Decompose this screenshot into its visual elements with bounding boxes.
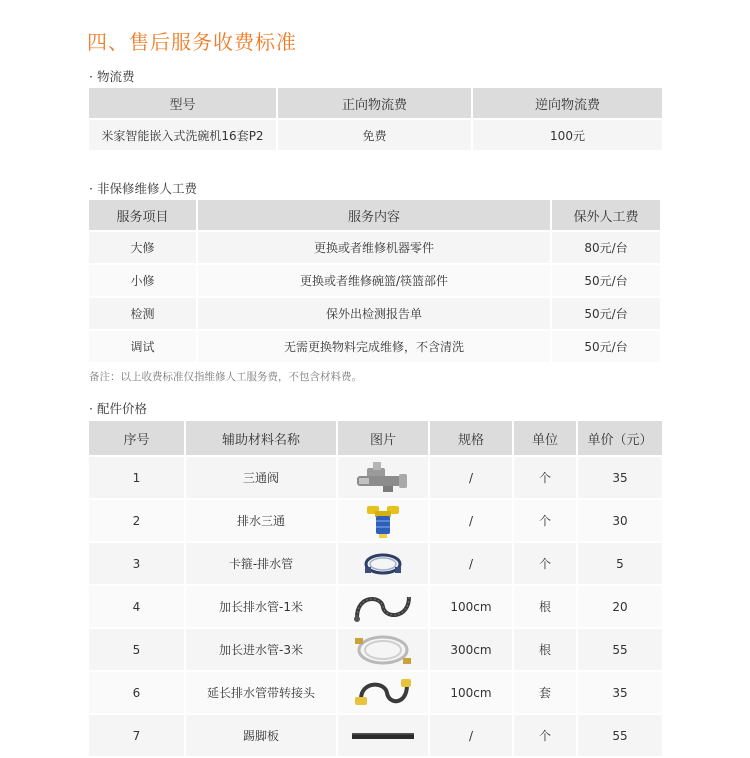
kickboard-icon — [350, 729, 416, 743]
table-cell: 50元/台 — [552, 265, 660, 296]
table-row — [89, 331, 660, 362]
table-cell — [338, 586, 428, 627]
labor-table — [87, 198, 662, 364]
parts-table — [87, 419, 664, 758]
table-cell: 100元 — [473, 120, 662, 150]
table-header-row — [89, 421, 662, 455]
table-row — [89, 629, 662, 670]
table-cell: / — [430, 543, 512, 584]
table-cell: 20 — [578, 586, 662, 627]
labor-note: 备注：以上收费标准仅指维修人工服务费，不包含材料费。 — [89, 371, 362, 383]
table-cell: 踢脚板 — [186, 715, 336, 756]
table-cell: 300cm — [430, 629, 512, 670]
table-cell: 100cm — [430, 586, 512, 627]
table-cell: 1 — [89, 457, 184, 498]
table-cell: 50元/台 — [552, 298, 660, 329]
table-cell: 调试 — [89, 331, 196, 362]
table-cell: 个 — [514, 500, 576, 541]
table-cell — [338, 715, 428, 756]
table-cell: 个 — [514, 457, 576, 498]
table-row — [89, 457, 662, 498]
table-header-row — [89, 200, 660, 230]
table-cell: 4 — [89, 586, 184, 627]
column-header: 单价（元） — [578, 421, 662, 455]
table-cell: 2 — [89, 500, 184, 541]
table-cell: 5 — [89, 629, 184, 670]
page-title: 四、售后服务收费标准 — [87, 30, 297, 54]
table-cell: 个 — [514, 715, 576, 756]
table-cell: 更换或者维修碗篮/筷篮部件 — [198, 265, 550, 296]
table-cell: 根 — [514, 586, 576, 627]
logistics-table — [87, 86, 664, 152]
extension-hose-icon — [351, 675, 415, 711]
table-cell — [338, 543, 428, 584]
column-header: 规格 — [430, 421, 512, 455]
table-row — [89, 120, 662, 150]
inlet-hose-icon — [351, 632, 415, 668]
table-cell: 根 — [514, 629, 576, 670]
column-header: 辅助材料名称 — [186, 421, 336, 455]
column-header: 正向物流费 — [278, 88, 471, 118]
table-cell: 米家智能嵌入式洗碗机16套P2 — [89, 120, 276, 150]
table-cell: / — [430, 500, 512, 541]
table-cell: 免费 — [278, 120, 471, 150]
table-row — [89, 265, 660, 296]
column-header: 逆向物流费 — [473, 88, 662, 118]
column-header: 图片 — [338, 421, 428, 455]
table-cell: 55 — [578, 715, 662, 756]
table-cell: 35 — [578, 457, 662, 498]
table-row — [89, 298, 660, 329]
table-cell: 大修 — [89, 232, 196, 263]
hose-clamp-icon — [359, 549, 407, 579]
table-cell — [338, 500, 428, 541]
table-cell: 小修 — [89, 265, 196, 296]
table-cell — [338, 672, 428, 713]
table-cell: 5 — [578, 543, 662, 584]
table-row — [89, 232, 660, 263]
table-cell: / — [430, 457, 512, 498]
table-cell: 检测 — [89, 298, 196, 329]
table-cell: 更换或者维修机器零件 — [198, 232, 550, 263]
table-cell: 个 — [514, 543, 576, 584]
table-row — [89, 715, 662, 756]
table-cell: 加长排水管-1米 — [186, 586, 336, 627]
table-cell: 6 — [89, 672, 184, 713]
table-cell: / — [430, 715, 512, 756]
drain-hose-icon — [351, 589, 415, 625]
table-cell — [338, 457, 428, 498]
table-cell: 无需更换物料完成维修，不含清洗 — [198, 331, 550, 362]
table-cell — [338, 629, 428, 670]
table-cell: 35 — [578, 672, 662, 713]
column-header: 序号 — [89, 421, 184, 455]
table-row — [89, 586, 662, 627]
table-cell: 80元/台 — [552, 232, 660, 263]
column-header: 保外人工费 — [552, 200, 660, 230]
table-cell: 3 — [89, 543, 184, 584]
table-cell: 55 — [578, 629, 662, 670]
table-row — [89, 543, 662, 584]
column-header: 服务内容 — [198, 200, 550, 230]
table-cell: 加长进水管-3米 — [186, 629, 336, 670]
column-header: 服务项目 — [89, 200, 196, 230]
parts-section-label: · 配件价格 — [89, 401, 147, 416]
labor-section-label: · 非保修维修人工费 — [89, 181, 197, 196]
column-header: 型号 — [89, 88, 276, 118]
table-cell: 30 — [578, 500, 662, 541]
table-cell: 100cm — [430, 672, 512, 713]
table-cell: 套 — [514, 672, 576, 713]
drain-tee-icon — [363, 503, 403, 539]
table-cell: 7 — [89, 715, 184, 756]
column-header: 单位 — [514, 421, 576, 455]
table-cell: 保外出检测报告单 — [198, 298, 550, 329]
table-row — [89, 500, 662, 541]
table-cell: 延长排水管带转接头 — [186, 672, 336, 713]
table-cell: 卡箍-排水管 — [186, 543, 336, 584]
table-header-row — [89, 88, 662, 118]
tee-valve-icon — [353, 460, 413, 496]
table-cell: 三通阀 — [186, 457, 336, 498]
logistics-section-label: · 物流费 — [89, 69, 135, 84]
table-row — [89, 672, 662, 713]
table-cell: 50元/台 — [552, 331, 660, 362]
table-cell: 排水三通 — [186, 500, 336, 541]
